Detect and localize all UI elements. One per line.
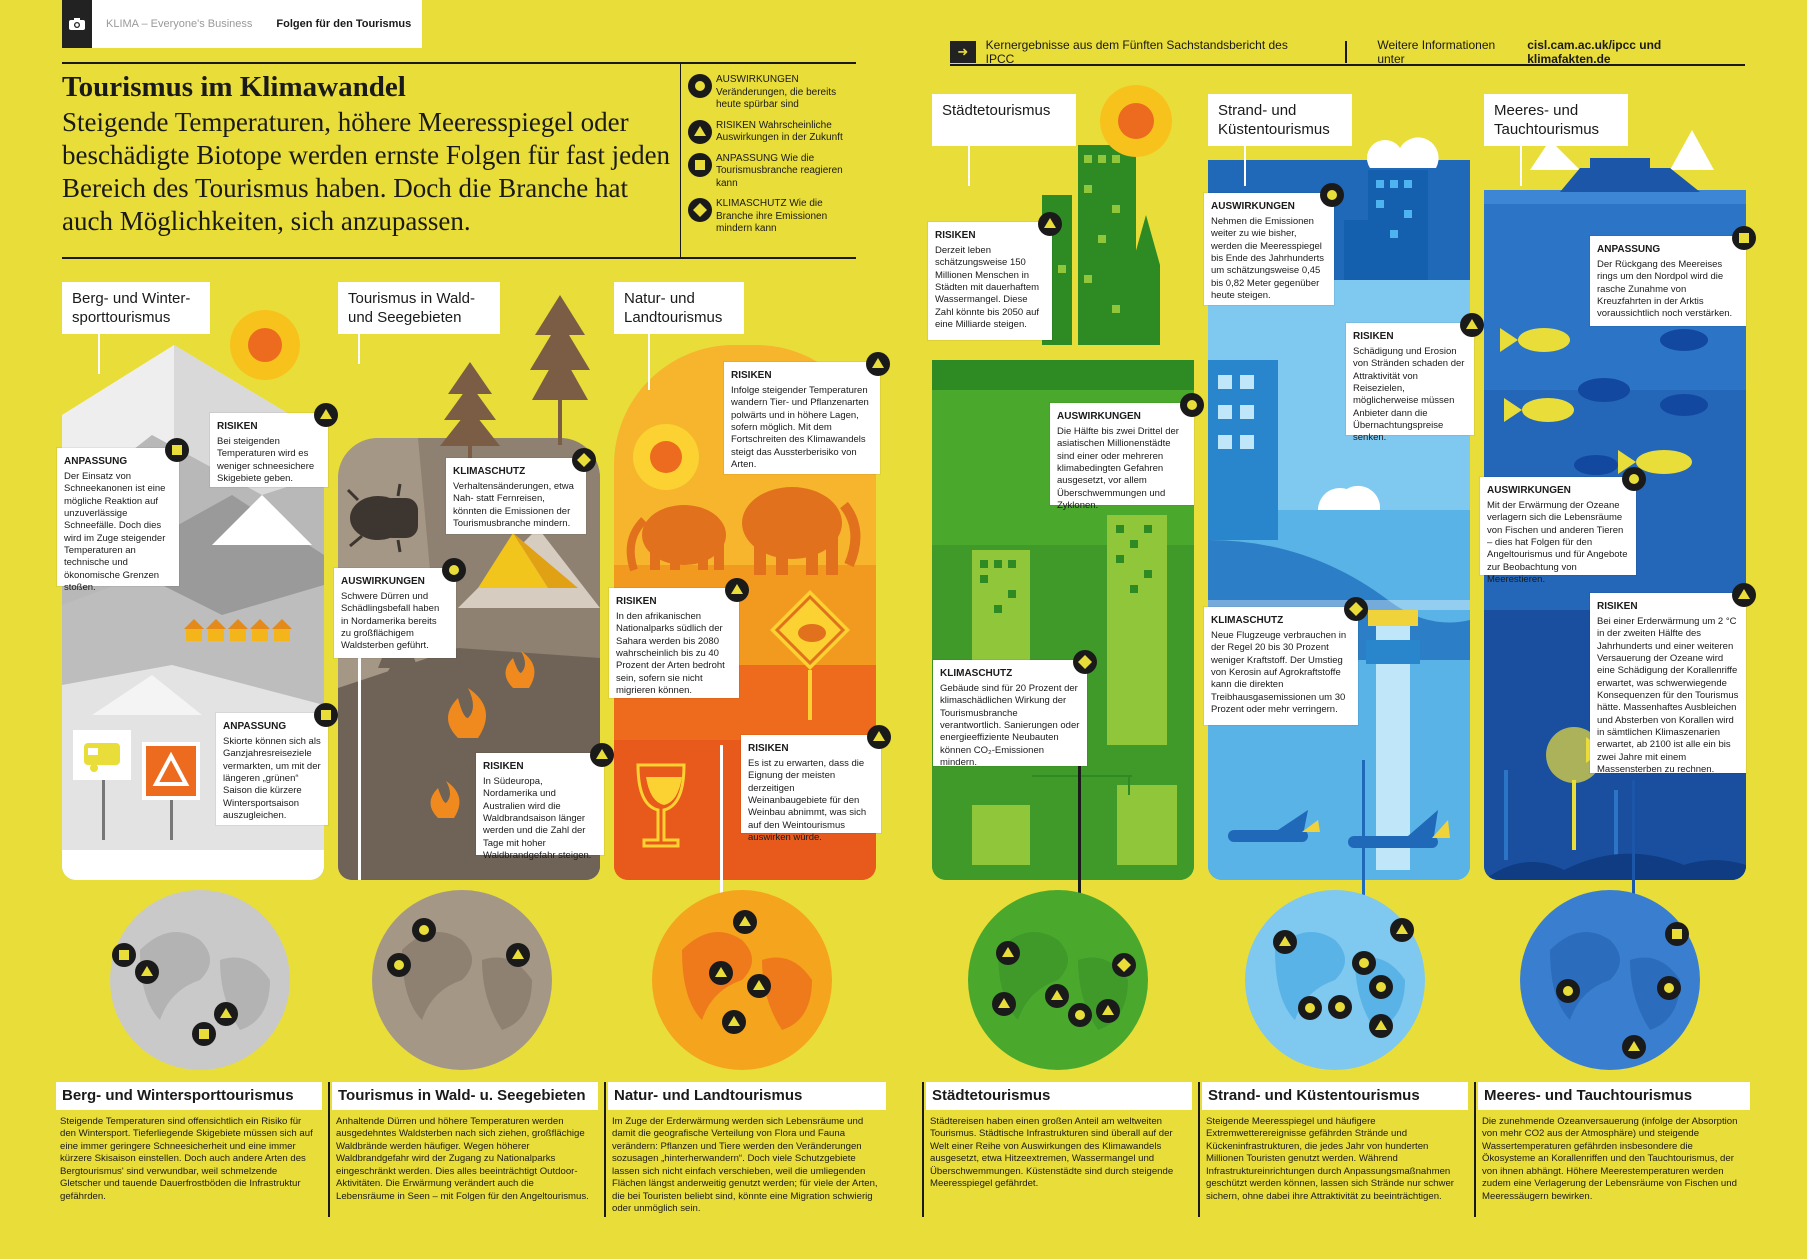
box-type: RISIKEN bbox=[1597, 601, 1638, 612]
header-bar bbox=[62, 0, 422, 48]
box-text: Neue Flugzeuge verbrauchen in der Regel 20 bis 30 Prozent weniger Kraftstoff. Der Umstieg von Kerosin auf Agrokraftstoffe kann die direkten Treibhausgasemissionen um 30 Prozent oder mehr verringern. bbox=[1211, 630, 1347, 716]
summary-text: Steigende Meeresspiegel und häufigere Extremwetterereignisse gefährden Strände und Kückeninfrastrukturen, die jedes Jahr von hunderten Millionen Touristen genutzt werden. Während Infrastruktureinrichtungen durch Anpassungsmaßnahmen geschützt werden können, lassen sich Strände nur schwer sichern, ohne dabei ihre Attraktivität zu beeinträchtigen. bbox=[1206, 1116, 1454, 1202]
triangle-icon bbox=[725, 578, 749, 602]
page-title-block bbox=[62, 72, 682, 238]
box-type: KLIMASCHUTZ bbox=[940, 668, 1013, 679]
info-box bbox=[216, 713, 328, 825]
globe-ocean bbox=[1520, 890, 1700, 1070]
info-box bbox=[1346, 323, 1474, 444]
box-type: RISIKEN bbox=[483, 761, 524, 772]
info-box bbox=[724, 362, 880, 474]
triangle-icon bbox=[1732, 583, 1756, 607]
box-type: ANPASSUNG bbox=[1597, 244, 1661, 255]
info-box bbox=[928, 222, 1052, 340]
globe-mountain bbox=[110, 890, 290, 1070]
summary-text: Steigende Temperaturen sind offensichtlich ein Risiko für den Wintersport. Tieferliegende Skigebiete müssen sich auf eine immer geringere Schneesicherheit und eine immer kürzere Skisaison einstellen. Doch auch andere Arten des Bergtourismus' sind verwundbar, weil schmelzende Gletscher und tauende Dauerfrostböden die Infrastruktur gefährden. bbox=[60, 1116, 313, 1202]
box-text: Skiorte können sich als Ganzjahresreiseziele vermarkten, um mit der längeren „grünen“ Saison die kürzere Wintersportsaison auszugleichen. bbox=[223, 736, 321, 822]
triangle-icon bbox=[1460, 313, 1484, 337]
arrow-right-icon: ➜ bbox=[950, 41, 976, 63]
summary-text: Die zunehmende Ozeanversauerung (infolge der Absorption von mehr CO2 aus der Atmosphäre) und steigende Wassertemperaturen gefährden insbesondere die Ökosysteme an Korallenriffen und den Tauchtourismus, der von ihnen abhängt. Höhere Meerestemperaturen werden zudem eine Verlagerung der Lebensräume von Fischen und Meeressäugern bewirken. bbox=[1482, 1116, 1738, 1202]
legend bbox=[688, 74, 858, 244]
square-icon bbox=[1732, 226, 1756, 250]
more-info-prefix: Weitere Informationen unter bbox=[1377, 38, 1496, 66]
camera-icon bbox=[62, 0, 92, 48]
tall-tree-icon bbox=[530, 295, 590, 445]
box-text: Bei steigenden Temperaturen wird es weniger schneesichere Skigebiete geben. bbox=[217, 436, 315, 485]
box-type: RISIKEN bbox=[731, 370, 772, 381]
column-divider bbox=[1474, 1082, 1476, 1217]
summary-title: Berg- und Wintersporttourismus bbox=[56, 1082, 322, 1110]
box-type: RISIKEN bbox=[935, 230, 976, 241]
ipcc-separator bbox=[1345, 41, 1347, 63]
camper-icon bbox=[73, 730, 131, 780]
triangle-icon bbox=[1038, 212, 1062, 236]
box-type: AUSWIRKUNGEN bbox=[1487, 485, 1571, 496]
legend-item-auswirkungen bbox=[688, 74, 858, 112]
legend-text: Veränderungen, die bereits heute spürbar sind bbox=[716, 86, 837, 110]
column-divider bbox=[922, 1082, 924, 1217]
label-stem bbox=[98, 334, 100, 374]
circle-icon bbox=[688, 74, 716, 98]
sun-core bbox=[1118, 103, 1154, 139]
square-icon bbox=[688, 153, 716, 177]
summary-title: Natur- und Landtourismus bbox=[608, 1082, 886, 1110]
sun-core bbox=[650, 441, 682, 473]
label-stem bbox=[1244, 146, 1246, 186]
box-type: KLIMASCHUTZ bbox=[1211, 615, 1284, 626]
title-rule-bottom bbox=[62, 257, 856, 259]
triangle-icon bbox=[867, 725, 891, 749]
summary-text: Im Zuge der Erderwärmung werden sich Lebensräume und damit die geografische Verteilung von Flora und Fauna verändern: Pflanzen und Tiere werden den Veränderungen sozusagen „hinterherwandern“. Doch viele Schutzgebiete lassen sich nicht einfach verschieben, weil die umliegenden Flächen längst anderweitig genutzt werden; für viele der Arten, die bei Touristen beliebt sind, könnte eine Migration schwierig oder unmöglich sein. bbox=[612, 1116, 878, 1215]
ipcc-bar bbox=[950, 40, 1745, 66]
legend-text: Wie die Branche ihre Emissionen mindern kann bbox=[716, 198, 828, 234]
info-box bbox=[210, 413, 328, 487]
box-type: RISIKEN bbox=[748, 743, 789, 754]
tent-icon bbox=[142, 742, 200, 800]
summary-title: Tourismus in Wald- u. Seegebieten bbox=[332, 1082, 598, 1110]
section-label-mountain: Berg- und Wintersporttourismus bbox=[62, 282, 210, 334]
triangle-icon bbox=[688, 120, 716, 144]
summary-nature bbox=[608, 1082, 886, 1232]
circle-icon bbox=[1622, 467, 1646, 491]
label-stem bbox=[648, 334, 650, 390]
diamond-icon bbox=[688, 198, 716, 222]
info-box bbox=[1590, 236, 1746, 326]
box-text: Derzeit leben schätzungsweise 150 Millionen Menschen in Städten mit dauerhaftem Wassermangel. Diese Zahl könnte bis 2050 auf eine Milliarde steigen. bbox=[935, 245, 1040, 331]
column-divider bbox=[328, 1082, 330, 1217]
legend-label: AUSWIRKUNGEN bbox=[716, 74, 799, 85]
box-text: In den afrikanischen Nationalparks südlich der Sahara werden bis 2080 wahrscheinlich bis zu 40 Prozent der Arten bedroht sein, sofern sie nicht migrieren können. bbox=[616, 611, 725, 697]
info-box bbox=[334, 568, 456, 658]
box-text: In Südeuropa, Nordamerika und Australien wird die Waldbrandsaison länger werden und die Zahl der Tage mit hoher Waldbrandgefahr steigen. bbox=[483, 776, 592, 862]
camper-sign bbox=[73, 730, 131, 780]
cloud-icon bbox=[1360, 130, 1440, 170]
info-box bbox=[57, 448, 179, 594]
summary-text: Anhaltende Dürren und höhere Temperaturen werden ausgedehntes Waldsterben nach sich ziehen, großflächige Waldbrände werden häufiger. Wegen höherer Waldbrandgefahr wird der Zugang zu Nationalparks eingeschränkt werden. Dies alles beeinträchtigt Outdoor-Aktivitäten. Die Erwärmung verändert auch die Lebensräume in Seen – mit Folgen für den Angeltourismus. bbox=[336, 1116, 589, 1202]
triangle-icon bbox=[866, 352, 890, 376]
legend-label: KLIMASCHUTZ bbox=[716, 198, 787, 209]
summary-forest bbox=[332, 1082, 598, 1232]
sign-post bbox=[170, 800, 173, 840]
section-label-beach: Strand- und Küstentourismus bbox=[1208, 94, 1352, 146]
box-text: Nehmen die Emissionen weiter zu wie bisher, werden die Meeresspiegel bis Ende des Jahrhunderts um schätzungsweise 0,45 bis 0,82 Meter gegenüber heute steigen. bbox=[1211, 216, 1325, 302]
page-subtitle: Steigende Temperaturen, höhere Meeresspiegel oder beschädigte Biotope werden ernste Folgen für fast jeden Bereich des Tourismus haben. Doch die Branche hat auch Möglichkeiten, sich anzupassen. bbox=[62, 106, 671, 236]
more-info-link[interactable]: cisl.cam.ac.uk/ipcc und klimafakten.de bbox=[1527, 38, 1662, 66]
box-text: Es ist zu erwarten, dass die Eignung der meisten derzeitigen Weinanbaugebiete für den Weinbau abnimmt, was sich auf den Weintourismus auswirken würde. bbox=[748, 758, 867, 844]
label-stem bbox=[968, 146, 970, 186]
summary-text: Städtereisen haben einen großen Anteil am weltweiten Tourismus. Städtische Infrastrukturen sind überall auf der Welt einer Reihe von Auswirkungen des Klimawandels ausgesetzt, etwa Hitzeextremen, Wassermangel und Überschwemmungen. Küstenstädte sind durch steigende Meeresspiegel gefährdet. bbox=[930, 1116, 1174, 1190]
box-text: Die Hälfte bis zwei Drittel der asiatischen Millionenstädte sind einer oder mehreren klimabedingten Gefahren ausgesetzt, vor allem Überschwemmungen und Zyklonen. bbox=[1057, 426, 1179, 512]
summary-city bbox=[926, 1082, 1192, 1232]
box-type: ANPASSUNG bbox=[223, 721, 287, 732]
globe-forest bbox=[372, 890, 552, 1070]
box-type: AUSWIRKUNGEN bbox=[1057, 411, 1141, 422]
tent-sign bbox=[142, 742, 200, 800]
summary-title: Städtetourismus bbox=[926, 1082, 1192, 1110]
box-text: Gebäude sind für 20 Prozent der klimaschädlichen Wirkung der Tourismusbranche verantwortlich. Sanierungen oder energieeffiziente Neubauten können CO₂-Emissionen mindern. bbox=[940, 683, 1080, 769]
summary-beach bbox=[1202, 1082, 1468, 1232]
box-type: RISIKEN bbox=[217, 421, 258, 432]
legend-item-klimaschutz bbox=[688, 198, 858, 236]
box-type: RISIKEN bbox=[616, 596, 657, 607]
info-box bbox=[741, 735, 881, 844]
legend-item-anpassung bbox=[688, 153, 858, 191]
diamond-icon bbox=[572, 448, 596, 472]
legend-label: RISIKEN bbox=[716, 119, 757, 131]
circle-icon bbox=[1180, 393, 1204, 417]
section-label: Folgen für den Tourismus bbox=[276, 18, 412, 30]
summary-title: Meeres- und Tauchtourismus bbox=[1478, 1082, 1750, 1110]
label-stem bbox=[358, 334, 360, 364]
legend-text: Wahrscheinliche Auswirkungen in der Zukunft bbox=[716, 119, 843, 143]
title-rule bbox=[62, 62, 856, 64]
box-text: Schwere Dürren und Schädlingsbefall haben in Nordamerika bereits zu großflächigem Waldsterben geführt. bbox=[341, 591, 440, 652]
sun-core bbox=[248, 328, 282, 362]
section-label-nature: Natur- und Landtourismus bbox=[614, 282, 744, 334]
circle-icon bbox=[442, 558, 466, 582]
triangle-icon bbox=[590, 743, 614, 767]
section-label-city: Städtetourismus bbox=[932, 94, 1076, 146]
section-label-forest: Tourismus in Wald- und Seegebieten bbox=[338, 282, 500, 334]
box-text: Verhaltensänderungen, etwa Nah- statt Fernreisen, könnten die Emissionen der Tourismusbranche mindern. bbox=[453, 481, 574, 530]
info-box bbox=[446, 458, 586, 534]
summary-title: Strand- und Küstentourismus bbox=[1202, 1082, 1468, 1110]
info-box bbox=[1204, 193, 1334, 305]
legend-label: ANPASSUNG bbox=[716, 152, 779, 164]
column-divider bbox=[604, 1082, 606, 1217]
nature-stem bbox=[720, 745, 723, 895]
label-stem bbox=[1520, 146, 1522, 186]
brand-label: KLIMA – Everyone's Business bbox=[106, 18, 253, 30]
box-type: RISIKEN bbox=[1353, 331, 1394, 342]
triangle-icon bbox=[314, 403, 338, 427]
square-icon bbox=[165, 438, 189, 462]
legend-item-risiken bbox=[688, 120, 858, 145]
square-icon bbox=[314, 703, 338, 727]
sign-post bbox=[102, 780, 105, 840]
diamond-icon bbox=[1344, 597, 1368, 621]
info-box bbox=[1480, 477, 1636, 586]
info-box bbox=[1050, 403, 1194, 512]
box-text: Der Rückgang des Meereises rings um den Nordpol wird die rasche Zunahme von Kreuzfahrten in der Arktis voraussichtlich noch verstärken. bbox=[1597, 259, 1733, 320]
globe-nature bbox=[652, 890, 832, 1070]
info-box bbox=[609, 588, 739, 698]
info-box bbox=[1204, 607, 1358, 725]
box-text: Der Einsatz von Schneekanonen ist eine mögliche Reaktion auf unzuverlässige Schneefälle. Doch dies wird im Zuge steigender Temperaturen an technische und ökonomische Grenzen stoßen. bbox=[64, 471, 166, 594]
circle-icon bbox=[1320, 183, 1344, 207]
box-type: KLIMASCHUTZ bbox=[453, 466, 526, 477]
box-type: AUSWIRKUNGEN bbox=[1211, 201, 1295, 212]
box-text: Schädigung und Erosion von Stränden schaden der Attraktivität von Reisezielen, möglicherweise müssen Anbieter dann die Übernachtungspreise senken. bbox=[1353, 346, 1465, 444]
info-box bbox=[933, 660, 1087, 769]
info-box bbox=[476, 753, 604, 862]
box-text: Infolge steigender Temperaturen wandern Tier- und Pflanzenarten polwärts und in höhere Lagen, sofern möglich. Mit dem Fortschreiten des Klimawandels steigt das Aussterberisiko von Arten. bbox=[731, 385, 869, 471]
box-text: Bei einer Erderwärmung um 2 °C in der zweiten Hälfte des Jahrhunderts und einer weiteren Versauerung der Ozeane wird eine Schädigung der Korallenriffe erwartet, was schwerwiegende Konsequenzen für den Tourismus hätte. Massenhaftes Ausbleichen und Absterben von Korallen wird in sämtlichen Klimaszenarien erwartet, ab 2100 ist alle ein bis zwei Jahre mit einem Massensterben zu rechnen. bbox=[1597, 616, 1739, 776]
box-text: Mit der Erwärmung der Ozeane verlagern sich die Lebensräume von Fischen und anderen Tieren – dies hat Folgen für den Angeltourismus und für Angebote zur Beobachtung von Meerestieren. bbox=[1487, 500, 1628, 586]
ipcc-note: Kernergebnisse aus dem Fünften Sachstandsbericht des IPCC bbox=[985, 38, 1288, 66]
info-box bbox=[1590, 593, 1746, 776]
globe-beach bbox=[1245, 890, 1425, 1070]
legend-text: Wie die Tourismusbranche reagieren kann bbox=[716, 152, 843, 189]
box-type: AUSWIRKUNGEN bbox=[341, 576, 425, 587]
column-divider bbox=[1198, 1082, 1200, 1217]
section-label-ocean: Meeres- und Tauchtourismus bbox=[1484, 94, 1628, 146]
summary-mountain bbox=[56, 1082, 322, 1232]
diamond-icon bbox=[1073, 650, 1097, 674]
summary-ocean bbox=[1478, 1082, 1750, 1232]
globe-city bbox=[968, 890, 1148, 1070]
box-type: ANPASSUNG bbox=[64, 456, 128, 467]
page-title: Tourismus im Klimawandel bbox=[62, 71, 406, 103]
